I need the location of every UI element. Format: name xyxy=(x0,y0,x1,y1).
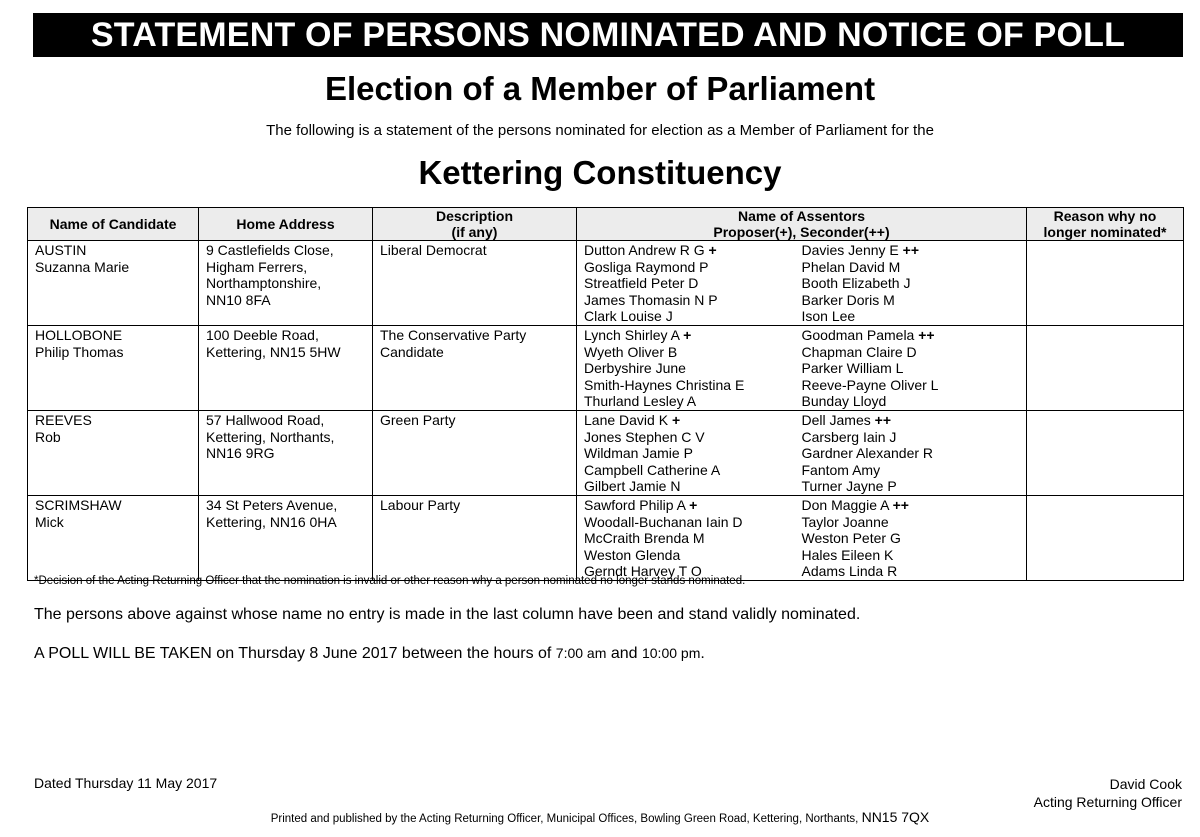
candidate-name-cell xyxy=(28,241,199,326)
home-address-cell xyxy=(199,241,373,326)
assentors-right-column xyxy=(802,412,1020,495)
assentor-name: Hales Eileen K xyxy=(801,546,894,563)
description-line: Green Party xyxy=(380,411,456,428)
assentor-name: Fantom Amy xyxy=(801,461,881,478)
candidate-forenames: Philip Thomas xyxy=(35,343,124,360)
address-line: 57 Hallwood Road, xyxy=(206,411,325,428)
description-line: The Conservative Party xyxy=(380,326,527,343)
reason-cell xyxy=(1027,325,1184,410)
assentor-name: Turner Jayne P xyxy=(801,478,897,495)
description-cell xyxy=(373,495,577,580)
assentor-name: Weston Peter G xyxy=(801,530,901,547)
imprint: Printed and published by the Acting Returning Officer, Municipal Offices, Bowling Green Road, Kettering, Northants, NN15 7QX xyxy=(270,809,930,825)
assentor-mark: + xyxy=(671,411,681,428)
assentor-entry xyxy=(584,327,802,344)
address-line: NN10 8FA xyxy=(206,291,271,308)
election-title: Election of a Member of Parliament xyxy=(324,70,876,107)
assentor-name: Chapman Claire D xyxy=(801,343,917,360)
address-line: 9 Castlefields Close, xyxy=(206,242,334,258)
assentor-name: Dutton Andrew R G xyxy=(584,242,705,258)
description-line: Liberal Democrat xyxy=(380,242,487,258)
address-line: Kettering, NN15 5HW xyxy=(206,343,341,360)
assentor-name: Wyeth Oliver B xyxy=(584,343,678,360)
table-row xyxy=(28,410,1184,495)
candidate-name-cell xyxy=(28,325,199,410)
assentor-entry xyxy=(802,308,1020,325)
assentor-name: Weston Glenda xyxy=(584,546,681,563)
assentor-entry xyxy=(802,393,1020,410)
description-line: Candidate xyxy=(380,343,444,360)
intro-text: The following is a statement of the persons nominated for election as a Member of Parliament for the xyxy=(266,122,934,139)
footnote: *Decision of the Acting Returning Officer that the nomination is invalid or other reason why a person nominated no longer stands nominated. xyxy=(34,575,746,587)
assentor-name: Campbell Catherine A xyxy=(584,461,721,478)
assentor-entry xyxy=(584,242,802,259)
assentor-name: Ison Lee xyxy=(801,308,856,325)
candidate-surname: REEVES xyxy=(35,411,92,428)
assentor-entry xyxy=(584,275,802,292)
assentor-entry xyxy=(584,445,802,462)
assentor-entry xyxy=(802,360,1020,377)
assentor-name: Taylor Joanne xyxy=(801,513,889,530)
assentor-name: Don Maggie A xyxy=(801,496,889,513)
address-line: Kettering, Northants, xyxy=(206,428,335,445)
description-line: Labour Party xyxy=(380,496,461,513)
home-address-cell xyxy=(199,495,373,580)
assentor-entry xyxy=(802,429,1020,446)
assentor-entry xyxy=(802,242,1020,259)
assentor-name: Jones Stephen C V xyxy=(584,428,705,445)
poll-notice: A POLL WILL BE TAKEN on Thursday 8 June 2017 between the hours of 7:00 am and 10:00 pm. xyxy=(34,645,705,662)
assentors-right-column xyxy=(802,242,1020,325)
assentors-left-column xyxy=(584,327,802,410)
assentor-mark: + xyxy=(683,326,692,343)
assentors-left-column xyxy=(584,412,802,495)
assentors-left-column xyxy=(584,497,802,580)
assentor-mark: ++ xyxy=(874,411,891,428)
constituency-title: Kettering Constituency xyxy=(418,154,782,191)
assentor-entry xyxy=(584,308,802,325)
header-assentors: Name of Assentors Proposer(+), Seconder(++) xyxy=(577,208,1027,241)
candidate-forenames: Rob xyxy=(35,428,61,445)
assentor-entry xyxy=(584,478,802,495)
home-address-cell xyxy=(199,410,373,495)
assentors-cell xyxy=(577,495,1027,580)
poll-end-time: 10:00 pm xyxy=(641,645,701,661)
assentor-name: Gilbert Jamie N xyxy=(584,478,681,495)
assentor-entry xyxy=(802,478,1020,495)
assentor-entry xyxy=(802,497,1020,514)
assentor-entry xyxy=(802,514,1020,531)
document-banner: STATEMENT OF PERSONS NOMINATED AND NOTICE OF POLL xyxy=(33,13,1183,57)
assentor-entry xyxy=(802,445,1020,462)
imprint-postcode: NN15 7QX xyxy=(861,809,930,825)
assentor-entry xyxy=(802,275,1020,292)
nominations-table xyxy=(27,207,1184,581)
assentors-right-column xyxy=(802,497,1020,580)
assentor-name: Clark Louise J xyxy=(584,308,673,325)
assentor-name: Goodman Pamela xyxy=(801,326,915,343)
assentor-entry xyxy=(802,344,1020,361)
assentor-entry xyxy=(584,497,802,514)
assentor-entry xyxy=(584,259,802,276)
assentor-name: Gosliga Raymond P xyxy=(584,258,709,275)
assentor-name: Streatfield Peter D xyxy=(584,275,699,292)
assentor-mark: ++ xyxy=(902,242,920,258)
assentor-entry xyxy=(584,344,802,361)
description-cell xyxy=(373,325,577,410)
reason-cell xyxy=(1027,410,1184,495)
candidate-surname: AUSTIN xyxy=(35,242,87,258)
signer-name: David Cook xyxy=(1109,776,1182,792)
assentor-entry xyxy=(584,393,802,410)
assentor-name: Sawford Philip A xyxy=(584,496,686,513)
assentor-name: Gardner Alexander R xyxy=(801,445,934,462)
assentor-name: Davies Jenny E xyxy=(801,242,899,258)
assentor-entry xyxy=(802,412,1020,429)
assentor-name: Lane David K xyxy=(584,411,669,428)
address-line: Northamptonshire, xyxy=(206,275,322,292)
assentor-name: Phelan David M xyxy=(801,258,901,275)
assentor-name: Wildman Jamie P xyxy=(584,445,693,462)
assentor-entry xyxy=(584,514,802,531)
reason-cell xyxy=(1027,495,1184,580)
assentor-entry xyxy=(802,377,1020,394)
assentor-mark: ++ xyxy=(892,496,909,513)
assentor-name: Booth Elizabeth J xyxy=(801,275,911,292)
address-line: NN16 9RG xyxy=(206,445,275,462)
assentor-entry xyxy=(584,547,802,564)
address-line: Kettering, NN16 0HA xyxy=(206,513,337,530)
assentors-cell xyxy=(577,325,1027,410)
assentor-entry xyxy=(584,360,802,377)
assentor-name: Woodall-Buchanan Iain D xyxy=(584,513,743,530)
description-cell xyxy=(373,241,577,326)
assentor-name: Smith-Haynes Christina E xyxy=(584,376,745,393)
candidate-surname: SCRIMSHAW xyxy=(35,496,122,513)
assentor-entry xyxy=(584,429,802,446)
assentor-mark: + xyxy=(689,496,698,513)
header-reason: Reason why no longer nominated* xyxy=(1027,208,1184,241)
candidate-name-cell xyxy=(28,495,199,580)
assentor-name: Bunday Lloyd xyxy=(801,393,887,410)
assentor-name: Carsberg Iain J xyxy=(801,428,897,445)
table-header-row xyxy=(28,208,1184,241)
reason-cell xyxy=(1027,241,1184,326)
header-home-address: Home Address xyxy=(199,208,373,241)
poll-start-time: 7:00 am xyxy=(555,645,607,661)
address-line: 100 Deeble Road, xyxy=(206,326,319,343)
assentor-name: Reeve-Payne Oliver L xyxy=(801,376,939,393)
assentor-entry xyxy=(802,530,1020,547)
assentor-name: Gerndt Harvey T O xyxy=(584,563,702,580)
assentor-entry xyxy=(584,377,802,394)
assentor-entry xyxy=(802,462,1020,479)
dated-line: Dated Thursday 11 May 2017 xyxy=(34,775,218,791)
header-name-of-candidate: Name of Candidate xyxy=(28,208,199,241)
signer-title: Acting Returning Officer xyxy=(1033,794,1182,810)
table-row xyxy=(28,325,1184,410)
assentor-name: Derbyshire June xyxy=(584,360,686,377)
assentors-cell xyxy=(577,241,1027,326)
assentor-name: Barker Doris M xyxy=(801,291,895,308)
assentor-name: Thurland Lesley A xyxy=(584,393,697,410)
table-row xyxy=(28,495,1184,580)
candidate-name-cell xyxy=(28,410,199,495)
home-address-cell xyxy=(199,325,373,410)
assentor-name: Adams Linda R xyxy=(801,563,898,580)
valid-nomination-statement: The persons above against whose name no entry is made in the last column have been and stand validly nominated. xyxy=(34,606,861,623)
assentor-entry xyxy=(802,547,1020,564)
signer-block xyxy=(1034,775,1182,811)
assentor-name: James Thomasin N P xyxy=(584,291,718,308)
assentors-cell xyxy=(577,410,1027,495)
header-description: Description (if any) xyxy=(373,208,577,241)
assentor-mark: + xyxy=(708,242,717,258)
assentors-right-column xyxy=(802,327,1020,410)
address-line: Higham Ferrers, xyxy=(206,258,308,275)
assentor-entry xyxy=(802,327,1020,344)
assentor-entry xyxy=(584,530,802,547)
assentor-name: Dell James xyxy=(801,411,871,428)
assentor-name: McCraith Brenda M xyxy=(584,530,705,547)
description-cell xyxy=(373,410,577,495)
assentor-entry xyxy=(584,292,802,309)
assentor-entry xyxy=(584,412,802,429)
assentor-entry xyxy=(802,292,1020,309)
candidate-forenames: Mick xyxy=(35,513,64,530)
assentor-entry xyxy=(802,259,1020,276)
address-line: 34 St Peters Avenue, xyxy=(206,496,338,513)
table-row xyxy=(28,241,1184,326)
assentors-left-column xyxy=(584,242,802,325)
candidate-forenames: Suzanna Marie xyxy=(35,258,130,275)
assentor-name: Lynch Shirley A xyxy=(584,326,680,343)
assentor-entry xyxy=(802,563,1020,580)
candidate-surname: HOLLOBONE xyxy=(35,326,123,343)
assentor-entry xyxy=(584,462,802,479)
assentor-name: Parker William L xyxy=(801,360,904,377)
assentor-mark: ++ xyxy=(918,326,935,343)
